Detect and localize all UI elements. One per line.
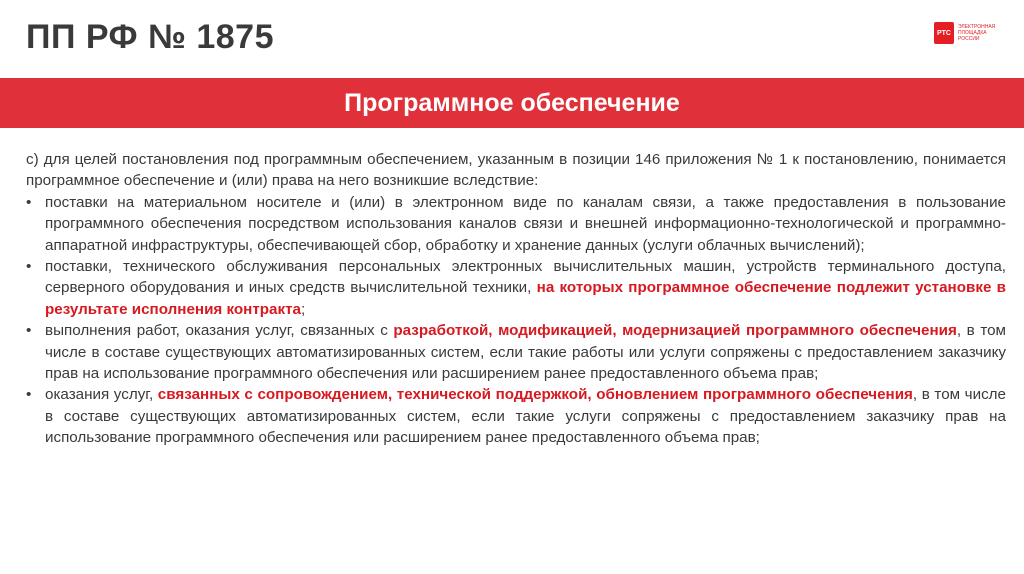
logo-text-line: ЭЛЕКТРОННАЯ xyxy=(958,24,996,30)
list-item xyxy=(26,192,1006,256)
bullet-text: поставки, технического обслуживания персональных электронных вычислительных машин, устройств терминального доступа, серверного оборудования и иных средств вычислительной техники, xyxy=(45,258,1006,297)
body-text xyxy=(26,149,1006,449)
bullet-icon: • xyxy=(26,322,32,340)
bullet-icon: • xyxy=(26,193,32,211)
rts-logo-text xyxy=(958,24,995,42)
rts-logo-icon: РТС xyxy=(934,22,954,44)
logo-text-line: ПЛОЩАДКА xyxy=(958,30,987,36)
bullet-icon: • xyxy=(26,258,32,276)
highlighted-text: на которых программное обеспечение подлежит установке в результате исполнения контракта xyxy=(45,279,1006,318)
bullet-text: поставки на материальном носителе и (или) в электронном виде по каналам связи, а также предоставления в пользование программного обеспечения посредством использования каналов связи и внешней информационно-технологической и программно-аппаратной инфраструктуры, обеспечивающей сбор, обработку и хранение данных (услуги облачных вычислений); xyxy=(45,193,1006,254)
list-item xyxy=(26,320,1006,384)
intro-paragraph: с) для целей постановления под программным обеспечением, указанным в позиции 146 приложения № 1 к постановлению, понимается программное обеспечение и (или) права на него возникшие вследствие: xyxy=(26,151,1006,190)
bullet-list xyxy=(26,192,1006,449)
list-item xyxy=(26,256,1006,320)
rts-logo xyxy=(934,22,995,44)
highlighted-text: связанных с сопровождением, технической поддержкой, обновлением программного обеспечения xyxy=(157,386,913,404)
bullet-text: оказания услуг, xyxy=(45,386,158,404)
list-item xyxy=(26,384,1006,448)
bullet-text: ; xyxy=(301,300,306,318)
bullet-text: , в том числе в составе существующих автоматизированных систем, если такие услуги сопряжены с предоставлением заказчику прав на использование программного обеспечения или расширением ранее предоставленного объема прав; xyxy=(45,386,1006,447)
section-banner xyxy=(0,78,1024,128)
highlighted-text: разработкой, модификацией, модернизацией программного обеспечения xyxy=(393,322,957,340)
logo-text-line: РОССИИ xyxy=(958,36,980,42)
bullet-icon: • xyxy=(26,386,32,404)
bullet-text: выполнения работ, оказания услуг, связанных с xyxy=(45,322,394,340)
banner-title: Программное обеспечение xyxy=(344,88,680,117)
bullet-text: , в том числе в составе существующих автоматизированных систем, если такие работы или услуги сопряжены с предоставлением заказчику прав на использование программного обеспечения или расширением ранее предоставленного объема прав; xyxy=(45,322,1006,383)
slide-title: ПП РФ № 1875 xyxy=(26,18,275,56)
